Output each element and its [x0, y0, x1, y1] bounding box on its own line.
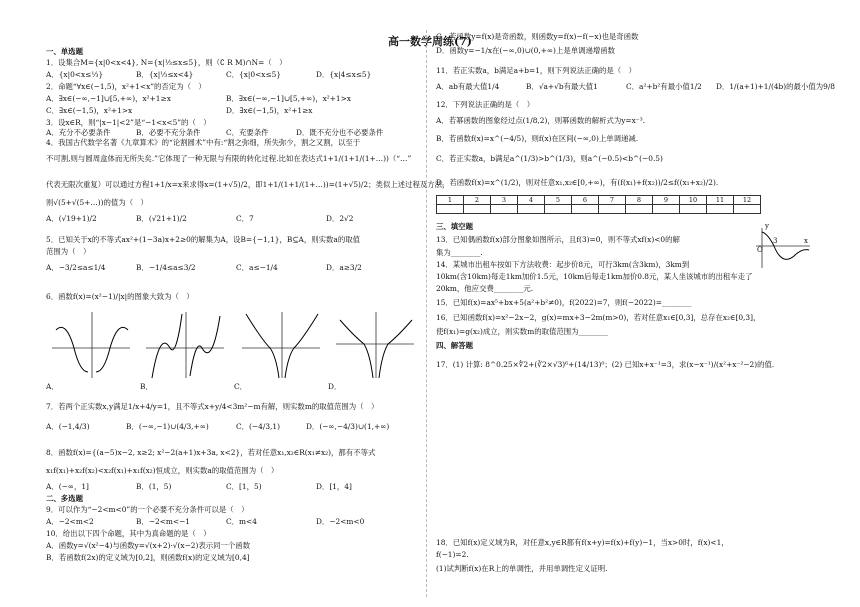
option-d: D．	[328, 382, 342, 391]
question-4-line-2: 不可割,则与圆周盒体而无所失矣.”它体现了一种无限与有限的转化过程.比如在表达式1+1/(1+1/(1+…))（“…”	[46, 154, 412, 163]
question-12-option-b: B．若函数f(x)=x^(−4/5)，则f(x)在区间(−∞,0)上单调递减.	[436, 134, 639, 143]
question-9: 9．可以作为“−2<m<0”的一个必要不充分条件可以是（ ）	[46, 505, 249, 514]
question-10: 10．给出以下四个命题，其中为真命题的是（ ）	[46, 529, 211, 538]
question-13-line-1: 13．已知偶函数f(x)部分图象如图所示，且f(3)=0，则不等式xf(x)<0的解	[436, 235, 680, 244]
section-heading: 一、单选题	[46, 47, 83, 56]
question-4-line-1: 4．我国古代数学名著《九章算术》的“论割圆术”中有:“割之弥细，所失弥少，割之又割，以至于	[46, 138, 361, 147]
option-a: A．{x|0<x≤⅓}	[46, 70, 104, 79]
answer-col: 2	[464, 196, 491, 205]
answer-cell[interactable]	[545, 205, 572, 214]
answer-col: 5	[545, 196, 572, 205]
option-d: D．2√2	[326, 214, 354, 223]
graph-origin-label: O	[757, 246, 763, 254]
answer-col: 9	[653, 196, 680, 205]
option-b: B．{x|⅓≤x<4}	[136, 70, 194, 79]
option-d: D．−2<m<0	[316, 517, 365, 526]
answer-cell[interactable]	[491, 205, 518, 214]
option-b: B．(−∞,−1)∪(4/3,+∞)	[126, 422, 209, 431]
question-12: 12．下列说法正确的是（ ）	[436, 100, 535, 109]
question-5-line-1: 5．已知关于x的不等式ax²+(1−3a)x+2≥0的解集为A，设B={−1,1}，B⊆A，则实数a的取值	[46, 235, 360, 244]
answer-col: 10	[680, 196, 707, 205]
question-18-line-3: (1)试判断f(x)在R上的单调性，并用单调性定义证明.	[436, 564, 608, 573]
question-10-option-c: C．若函数y=f(x)是奇函数，则函数y=f(x)−f(−x)也是奇函数	[436, 32, 639, 41]
option-b: B．√a+√b有最大值1	[526, 82, 598, 91]
option-d: D．既不充分也不必要条件	[296, 128, 384, 137]
section-heading: 三、填空题	[436, 222, 473, 231]
question-6: 6．函数f(x)=(x²−1)/|x|的图象大致为（ ）	[46, 292, 194, 301]
graph-three-label: 3	[773, 237, 778, 245]
question-2: 2．命题“∀x∈(−1,5)，x²+1<x”的否定为（ ）	[46, 82, 206, 91]
answer-col: 3	[491, 196, 518, 205]
question-8-line-1: 8．函数f(x)={(a−5)x−2, x≥2; x²−2(a+1)x+3a, x<2}，若对任意x₁,x₂∈R(x₁≠x₂)，都有不等式	[46, 448, 376, 457]
answer-col: 1	[437, 196, 464, 205]
option-a: A．∃x∈(−∞,−1]∪[5,+∞)，x²+1≥x	[46, 94, 171, 103]
question-4-line-4: 则√(5+√(5+…))的值为（ ）	[46, 198, 148, 207]
question-4-options	[46, 214, 422, 223]
answer-cell[interactable]	[653, 205, 680, 214]
question-3: 3．设x∈R，则“|x−1|<2”是“−1<x<5”的（ ）	[46, 118, 211, 127]
question-18-line-1: 18．已知f(x)定义域为R，对任意x,y∈R都有f(x+y)=f(x)+f(y)−1，当x>0时，f(x)<1，	[436, 538, 729, 547]
option-c: C．{x|0<x≤5}	[226, 70, 282, 79]
answer-col: 12	[734, 196, 761, 205]
q6-graph-b	[146, 310, 226, 380]
answer-cell[interactable]	[626, 205, 653, 214]
option-a: A．充分不必要条件	[46, 128, 111, 137]
q6-graph-a	[52, 310, 132, 380]
option-b: B．(1，5)	[136, 482, 172, 491]
question-12-option-a: A．若幂函数的图象经过点(1/8,2)，则幂函数的解析式为y=x⁻³.	[436, 116, 646, 125]
option-c: C．a²+b²有最小值1/2	[626, 82, 702, 91]
option-d: D．a≥3/2	[326, 263, 362, 272]
option-c: C．[1，5)	[226, 482, 262, 491]
question-6-options	[46, 382, 422, 391]
answer-cell[interactable]	[707, 205, 734, 214]
option-b: B．−2<m<−1	[136, 517, 191, 526]
option-b: B．(√21+1)/2	[136, 214, 187, 223]
question-12-option-c: C．若正实数a，b满足a^(1/3)>b^(1/3)，则a^(−0.5)<b^(−0.5)	[436, 154, 663, 163]
answer-cell[interactable]	[680, 205, 707, 214]
question-13-line-2: 集为________.	[436, 248, 483, 257]
question-1-options	[46, 70, 422, 79]
question-11-options	[436, 82, 836, 91]
question-7-options	[46, 422, 422, 431]
question-4-line-3: 代表无限次重复）可以通过方程1+1/x=x来求得x=(1+√5)/2，即1+1/(1+1/(1+…))=(1+√5)/2；类似上述过程及方法，	[46, 180, 450, 189]
question-17: 17．(1) 计算: 8^0.25×∜2+(∛2×√3)⁶+(14/13)⁰；(2) 已知x+x⁻¹=3，求(x−x⁻¹)/(x²+x⁻²−2)的值.	[436, 360, 775, 369]
option-b: B．必要不充分条件	[136, 128, 201, 137]
q6-graph-c	[242, 310, 322, 380]
question-5-line-2: 范围为（ ）	[46, 247, 91, 256]
question-16-line-2: 使f(x₁)=g(x₂)成立，则实数m的取值范围为________	[436, 327, 609, 336]
question-5-options	[46, 263, 422, 272]
answer-grid-header	[437, 196, 761, 205]
question-3-options	[46, 128, 422, 137]
graph-x-label: x	[804, 237, 808, 245]
question-14-line-2: 10km(含10km)每走1km加价1.5元，10km后每走1km加价0.8元，某人坐该城市的出租车走了	[436, 272, 753, 281]
question-10-option-b: B．若函数f(2x)的定义域为[0,2]，则函数f(x)的定义域为[0,4]	[46, 553, 250, 562]
option-a: A．−3/2≤a≤1/4	[46, 263, 106, 272]
answer-col: 8	[626, 196, 653, 205]
answer-cell[interactable]	[734, 205, 761, 214]
answer-cell[interactable]	[464, 205, 491, 214]
option-c: C．充要条件	[226, 128, 269, 137]
option-c: C．∃x∈(−1,5)，x²+1>x	[46, 106, 133, 115]
option-a: A．−2<m<2	[46, 517, 94, 526]
question-8-line-2: x₁f(x₁)+x₂f(x₂)<x₂f(x₁)+x₁f(x₂)恒成立，则实数a的取值范围为（ ）	[46, 466, 279, 475]
question-14-line-1: 14．某城市出租车按如下方法收费：起步价8元，可行3km(含3km)，3km到	[436, 260, 690, 269]
question-1: 1．设集合M={x|0<x<4}, N={x|⅓≤x≤5}，则（∁ R M)∩N=（ ）	[46, 58, 287, 67]
question-9-options	[46, 517, 422, 526]
option-c: C．7	[236, 214, 254, 223]
question-16-line-1: 16．已知函数f(x)=x²−2x−2，g(x)=mx+3−2m(m>0)，若对任意x₁∈[0,3]，总存在x₂∈[0,3]，	[436, 313, 761, 322]
question-12-option-d: D．若函数f(x)=x^(1/2)，则对任意x₁,x₂∈[0,+∞)，有(f(x₁)+f(x₂))/2≤f((x₁+x₂)/2).	[436, 178, 719, 187]
question-18-line-2: f(−1)=2.	[436, 550, 469, 559]
answer-col: 7	[599, 196, 626, 205]
question-14-line-3: 20km，他应交费________元.	[436, 284, 534, 293]
question-2-options-cd	[46, 106, 422, 115]
question-8-options	[46, 482, 422, 491]
question-7: 7．若两个正实数x,y满足1/x+4/y=1，且不等式x+y/4<3m²−m有解，则实数m的取值范围为（ ）	[46, 402, 379, 411]
answer-col: 11	[707, 196, 734, 205]
option-b: B．−1/4≤a≤3/2	[136, 263, 196, 272]
option-d: D．[1，4]	[316, 482, 352, 491]
question-11: 11．若正实数a，b满足a+b=1，则下列说法正确的是（ ）	[436, 66, 636, 75]
question-15: 15．已知f(x)=ax⁵+bx+5(a²+b²≠0)，f(2022)=7，则f(−2022)=________	[436, 298, 692, 307]
option-b: B．∃x∈(−∞,−1]∪[5,+∞)，x²+1>x	[226, 94, 351, 103]
option-b: B．	[140, 382, 153, 391]
option-a: A．(−1,4/3)	[46, 422, 90, 431]
graph-y-label: y	[765, 222, 769, 230]
answer-grid	[436, 195, 761, 214]
answer-col: 6	[572, 196, 599, 205]
section-heading: 二、多选题	[46, 494, 83, 503]
question-10-option-a: A．函数y=√(x²−4)与函数y=√(x+2)·√(x−2)表示同一个函数	[46, 541, 251, 550]
option-c: C．a≤−1/4	[236, 263, 278, 272]
page-title: 高一数学周练(7)	[387, 35, 473, 48]
option-c: C．	[234, 382, 248, 391]
option-a: A．(√19+1)/2	[46, 214, 97, 223]
answer-cell[interactable]	[599, 205, 626, 214]
question-10-option-d: D．函数y=−1/x在(−∞,0)∪(0,+∞)上是单调递增函数	[436, 46, 616, 55]
answer-cell[interactable]	[518, 205, 545, 214]
option-d: D．{x|4≤x≤5}	[316, 70, 372, 79]
right-column	[436, 30, 836, 599]
option-c: C．(−4/3,1)	[236, 422, 280, 431]
question-2-options-ab	[46, 94, 422, 103]
option-c: C．m<4	[226, 517, 257, 526]
option-d: D．(−∞,−4/3)∪(1,+∞)	[306, 422, 390, 431]
q6-graph-d	[336, 310, 416, 380]
option-a: A．ab有最大值1/4	[436, 82, 500, 91]
answer-col: 4	[518, 196, 545, 205]
answer-cell[interactable]	[572, 205, 599, 214]
option-a: A．	[46, 382, 59, 391]
section-heading: 四、解答题	[436, 341, 473, 350]
answer-cell[interactable]	[437, 205, 464, 214]
answer-grid-blank-row	[437, 205, 761, 214]
option-a: A．(−∞，1]	[46, 482, 89, 491]
option-d: D．∃x∈(−1,5)，x²+1≥x	[226, 106, 313, 115]
column-divider	[426, 30, 427, 597]
option-d: D．1/(a+1)+1/(4b)的最小值为9/8	[716, 82, 836, 91]
